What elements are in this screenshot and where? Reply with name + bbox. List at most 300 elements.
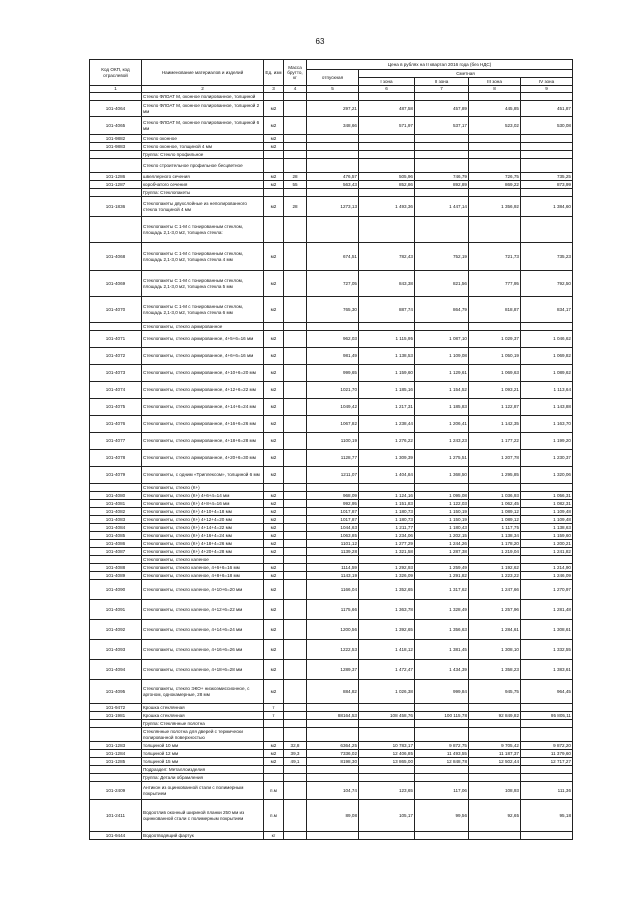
empty-cell (359, 720, 415, 728)
code-cell: 101-4082 (90, 508, 142, 516)
table-row (90, 516, 573, 524)
empty-cell (521, 189, 573, 197)
empty-cell (284, 151, 307, 159)
price-cell: 1 200,21 (521, 540, 573, 548)
mass-cell (284, 117, 307, 135)
price-cell: 1101,12 (307, 540, 359, 548)
price-cell: 1 046,62 (521, 331, 573, 348)
name-cell: Водоотводящий фартук (142, 832, 264, 840)
empty-cell (359, 189, 415, 197)
empty-cell (284, 720, 307, 728)
code-cell: 101-4085 (90, 532, 142, 540)
name-cell: Стеклопакеты, стекло (К+) 4+12+4=20 мм (142, 516, 264, 524)
name-cell: Стеклопакеты, стекло (К+) 4+18+4=26 мм (142, 540, 264, 548)
price-cell: 10 783,17 (359, 742, 415, 750)
price-cell: 999,65 (307, 365, 359, 382)
empty-cell (284, 484, 307, 492)
unit-cell: м2 (264, 450, 284, 467)
price-cell: 12 717,27 (521, 758, 573, 766)
mass-cell (284, 271, 307, 297)
price-cell: 1166,04 (307, 580, 359, 600)
table-row (90, 433, 573, 450)
empty-cell (359, 766, 415, 774)
price-cell: 892,89 (415, 181, 469, 189)
price-cell: 571,97 (359, 117, 415, 135)
table-row (90, 243, 573, 271)
price-cell: 843,38 (359, 271, 415, 297)
mass-cell: 32,8 (284, 742, 307, 750)
code-cell (90, 728, 142, 742)
price-cell: 487,58 (359, 101, 415, 117)
code-cell: 101-4084 (90, 524, 142, 532)
name-cell: Стеклопакеты С 1-М с тонированным стеклом, площадь 2,1-3,0 м2, толщина стекла 6 мм (142, 297, 264, 323)
empty-cell (521, 766, 573, 774)
empty-cell (264, 484, 284, 492)
name-cell: Водоотлив оконный шириной планки 250 мм из оцинкованной стали с полимерным покрытием (142, 800, 264, 832)
empty-cell (264, 728, 284, 742)
name-cell: Стеклопакеты, стекло армированное, 4+6+6=16 мм (142, 348, 264, 365)
group-row (90, 774, 573, 782)
price-cell: 1 029,37 (469, 331, 521, 348)
price-cell (415, 217, 469, 243)
table-row (90, 800, 573, 832)
price-cell: 792,50 (521, 271, 573, 297)
empty-cell (415, 766, 469, 774)
price-cell: 1 291,82 (415, 572, 469, 580)
price-cell: 1 243,23 (415, 433, 469, 450)
unit-cell: п.м (264, 782, 284, 800)
empty-cell (284, 159, 307, 173)
code-cell: 101-4086 (90, 540, 142, 548)
table-row (90, 399, 573, 416)
name-cell: Стеклопакеты, стекло (К+) 4+20+4=28 мм (142, 548, 264, 556)
empty-cell (359, 323, 415, 331)
code-cell (90, 189, 142, 197)
group-row (90, 159, 573, 173)
price-cell: 12 406,85 (359, 750, 415, 758)
price-cell: 782,43 (359, 243, 415, 271)
price-cell: 818,87 (469, 297, 521, 323)
price-cell: 852,86 (359, 181, 415, 189)
empty-cell (307, 720, 359, 728)
price-cell: 1 207,78 (469, 450, 521, 467)
code-cell: 101-1286 (90, 173, 142, 181)
price-cell: 834,17 (521, 297, 573, 323)
code-cell: 101-1287 (90, 181, 142, 189)
price-cell: 1 434,39 (415, 660, 469, 680)
mass-cell (284, 524, 307, 532)
price-cell: 108 458,76 (359, 712, 415, 720)
price-cell (521, 217, 573, 243)
price-cell: 968,09 (307, 492, 359, 500)
col-header-mass: Масса брутто, кг (284, 60, 307, 86)
unit-cell: м2 (264, 680, 284, 704)
price-cell: 727,05 (307, 271, 359, 297)
price-cell: 95 805,11 (521, 712, 573, 720)
price-cell: 1 087,10 (415, 331, 469, 348)
price-cell: 12 848,78 (415, 758, 469, 766)
price-cell: 1 142,35 (469, 416, 521, 433)
name-cell: Стеклопакеты, с одним «Триплексом», толщиной 6 мм (142, 467, 264, 484)
table-row (90, 331, 573, 348)
empty-cell (264, 556, 284, 564)
price-cell (521, 704, 573, 712)
price-table (89, 59, 573, 840)
empty-cell (359, 774, 415, 782)
empty-cell (415, 151, 469, 159)
code-cell: 101-1283 (90, 742, 142, 750)
table-row (90, 564, 573, 572)
table-row (90, 680, 573, 704)
table-row (90, 548, 573, 556)
price-cell: 1 257,96 (469, 600, 521, 620)
table-row (90, 640, 573, 660)
price-cell: 962,03 (307, 331, 359, 348)
col-number: 3 (264, 86, 284, 93)
price-cell: 1 093,21 (469, 382, 521, 399)
price-cell (415, 143, 469, 151)
group-row (90, 484, 573, 492)
name-cell: толщиной 10 мм (142, 742, 264, 750)
empty-cell (284, 556, 307, 564)
mass-cell (284, 101, 307, 117)
price-cell: 9 872,20 (521, 742, 573, 750)
unit-cell: м2 (264, 540, 284, 548)
price-cell: 1175,66 (307, 600, 359, 620)
empty-cell (284, 774, 307, 782)
price-cell: 1 277,29 (359, 540, 415, 548)
col-number: 1 (90, 86, 142, 93)
unit-cell: м2 (264, 173, 284, 181)
name-cell: Стеклопакеты, стекло армированное, 4+18+6=28 мм (142, 433, 264, 450)
group-title: Стеклопакеты, стекло каленое (142, 556, 264, 564)
price-cell: 1114,59 (307, 564, 359, 572)
group-row (90, 151, 573, 159)
table-row (90, 782, 573, 800)
table-row (90, 173, 573, 181)
page-number: 63 (315, 37, 325, 46)
table-row (90, 524, 573, 532)
price-cell (359, 832, 415, 840)
group-row (90, 720, 573, 728)
price-cell: 457,89 (415, 101, 469, 117)
table-row (90, 348, 573, 365)
price-cell (307, 135, 359, 143)
price-cell: 1 447,14 (415, 197, 469, 217)
price-cell: 1 292,93 (359, 564, 415, 572)
empty-cell (469, 323, 521, 331)
col-number: 7 (415, 86, 469, 93)
group-title: Стекло строительное профильное бесцветное (142, 159, 264, 173)
code-cell: 101-4088 (90, 564, 142, 572)
code-cell: 101-1285 (90, 758, 142, 766)
empty-cell (284, 766, 307, 774)
price-cell: 992,95 (307, 500, 359, 508)
code-cell (90, 774, 142, 782)
price-cell: 1 180,73 (359, 516, 415, 524)
code-cell: 101-9883 (90, 143, 142, 151)
price-cell: 1 472,47 (359, 660, 415, 680)
empty-cell (284, 189, 307, 197)
group-row (90, 556, 573, 564)
price-cell: 88164,53 (307, 712, 359, 720)
empty-cell (521, 774, 573, 782)
price-cell: 1017,87 (307, 508, 359, 516)
col-header-zone-1: I зона (359, 78, 415, 86)
price-cell: 1 124,16 (359, 492, 415, 500)
empty-cell (307, 323, 359, 331)
unit-cell: м2 (264, 492, 284, 500)
price-cell: 1 404,84 (359, 467, 415, 484)
code-cell: 101-4077 (90, 433, 142, 450)
price-cell: 1 089,12 (469, 516, 521, 524)
name-cell: Стеклопакеты, стекло (К+) 4+10+4=18 мм (142, 508, 264, 516)
name-cell: Стеклопакеты, стекло каленое, 4+6+6=16 мм (142, 564, 264, 572)
code-cell: 101-4081 (90, 500, 142, 508)
mass-cell (284, 580, 307, 600)
name-cell: Крошка стеклянная (142, 712, 264, 720)
code-cell: 101-4070 (90, 297, 142, 323)
price-cell: 1 154,52 (415, 382, 469, 399)
code-cell: 101-9444 (90, 832, 142, 840)
price-cell: 1 328,49 (415, 600, 469, 620)
code-cell: 101-4079 (90, 467, 142, 484)
unit-cell: м2 (264, 433, 284, 450)
price-cell: 1 180,43 (415, 524, 469, 532)
table-row (90, 580, 573, 600)
price-cell (359, 704, 415, 712)
price-cell: 1 332,55 (521, 640, 573, 660)
price-cell: 537,17 (415, 117, 469, 135)
mass-cell (284, 143, 307, 151)
mass-cell: 55 (284, 181, 307, 189)
code-cell: 101-4073 (90, 365, 142, 382)
empty-cell (415, 728, 469, 742)
code-cell: 101-4094 (90, 660, 142, 680)
price-cell: 1 356,63 (415, 620, 469, 640)
unit-cell: п.м (264, 800, 284, 832)
name-cell: Стеклопакеты, стекло каленое, 4+8+6=18 мм (142, 572, 264, 580)
price-cell: 1 234,06 (359, 532, 415, 540)
price-cell: 1 206,41 (415, 416, 469, 433)
price-cell: 12 502,44 (469, 758, 521, 766)
col-number: 8 (469, 86, 521, 93)
name-cell: Стеклопакеты, стекло каленое, 4+12+6=22 мм (142, 600, 264, 620)
price-cell: 1 223,22 (469, 572, 521, 580)
price-cell: 111,36 (521, 782, 573, 800)
price-cell: 1 493,36 (359, 197, 415, 217)
mass-cell (284, 712, 307, 720)
unit-cell: м2 (264, 243, 284, 271)
name-cell: Стеклопакеты, стекло (К+) 4+8+4=16 мм (142, 500, 264, 508)
table-row (90, 297, 573, 323)
group-title: Подраздел: Металлоизделия (142, 766, 264, 774)
name-cell: Стеклопакеты, стекло армированное, 4+10+6=20 мм (142, 365, 264, 382)
group-title: Группа: Стекло профильное (142, 151, 264, 159)
price-cell: 1 192,62 (469, 564, 521, 572)
group-row (90, 93, 573, 101)
name-cell: Стеклопакеты, стекло каленое, 4+16+6=26 мм (142, 640, 264, 660)
price-cell: 1 281,48 (521, 600, 573, 620)
price-cell: 735,23 (521, 243, 573, 271)
empty-cell (264, 323, 284, 331)
price-cell: 6364,25 (307, 742, 359, 750)
code-cell: 101-1284 (90, 750, 142, 758)
name-cell: Стеклопакеты, стекло каленое, 4+18+6=28 мм (142, 660, 264, 680)
name-cell: Стекло ФЛОАТ М, оконное полированное, толщиной 2 мм (142, 101, 264, 117)
price-cell: 1 089,62 (521, 365, 573, 382)
price-cell: 1 259,49 (415, 564, 469, 572)
price-cell: 1 117,75 (469, 524, 521, 532)
col-header-unit: Ед. изм (264, 60, 284, 86)
price-cell: 530,08 (521, 117, 573, 135)
price-cell: 765,30 (307, 297, 359, 323)
code-cell (90, 766, 142, 774)
code-cell (90, 151, 142, 159)
empty-cell (359, 728, 415, 742)
empty-cell (307, 766, 359, 774)
price-cell (307, 832, 359, 840)
table-row (90, 742, 573, 750)
table-row (90, 492, 573, 500)
price-cell: 1 109,48 (521, 508, 573, 516)
code-cell: 101-2411 (90, 800, 142, 832)
table-row (90, 143, 573, 151)
mass-cell: 49,1 (284, 758, 307, 766)
price-cell: 1 418,12 (359, 640, 415, 660)
price-cell: 1 159,60 (521, 532, 573, 540)
price-cell (469, 143, 521, 151)
price-cell: 1 363,78 (359, 600, 415, 620)
mass-cell (284, 382, 307, 399)
group-row (90, 189, 573, 197)
price-cell: 1063,85 (307, 532, 359, 540)
col-number: 5 (307, 86, 359, 93)
price-cell: 297,21 (307, 101, 359, 117)
price-cell: 1 036,93 (469, 492, 521, 500)
col-header-zone-2: II зона (415, 78, 469, 86)
price-cell (415, 832, 469, 840)
unit-cell (264, 217, 284, 243)
price-cell: 1289,37 (307, 660, 359, 680)
col-header-name: Наименование материалов и изделий (142, 60, 264, 86)
mass-cell (284, 660, 307, 680)
empty-cell (264, 774, 284, 782)
price-cell: 1 177,22 (469, 433, 521, 450)
table-row (90, 382, 573, 399)
mass-cell (284, 500, 307, 508)
mass-cell (284, 640, 307, 660)
group-title: Стекло ФЛОАТ М, оконное полированное, толщиной (142, 93, 264, 101)
price-cell: 1 202,15 (415, 532, 469, 540)
code-cell: 101-4064 (90, 101, 142, 117)
price-cell: 869,22 (469, 181, 521, 189)
name-cell: Стеклопакеты С 1-М с тонированным стеклом, площадь 2,1-3,0 м2, толщина стекла: (142, 217, 264, 243)
group-title: Группа: Детали обрамления (142, 774, 264, 782)
price-cell: 1 129,61 (415, 365, 469, 382)
empty-cell (307, 556, 359, 564)
price-cell: 1 247,66 (469, 580, 521, 600)
group-title: Группа: Стеклянные полотна (142, 720, 264, 728)
price-cell: 1 159,60 (359, 365, 415, 382)
price-cell: 11 379,60 (521, 750, 573, 758)
price-cell: 1 122,87 (469, 399, 521, 416)
name-cell: Стеклопакеты, стекло армированное, 4+12+6=22 мм (142, 382, 264, 399)
col-header-zone-3: III зона (469, 78, 521, 86)
col-header-price-group: Цена в рублях на II квартал 2016 года (без НДС) (307, 60, 573, 70)
table-row (90, 832, 573, 840)
empty-cell (415, 189, 469, 197)
price-cell: 1 109,08 (415, 348, 469, 365)
price-cell: 887,74 (359, 297, 415, 323)
price-cell: 9 872,75 (415, 742, 469, 750)
table-row (90, 217, 573, 243)
table-row (90, 197, 573, 217)
code-cell (90, 556, 142, 564)
name-cell: коробчатого сечения (142, 181, 264, 189)
price-cell (521, 135, 573, 143)
unit-cell: м2 (264, 516, 284, 524)
empty-cell (415, 159, 469, 173)
price-cell (359, 143, 415, 151)
group-row (90, 728, 573, 742)
price-cell (521, 832, 573, 840)
price-cell: 1 069,63 (469, 365, 521, 382)
price-cell: 1 150,19 (415, 508, 469, 516)
empty-cell (359, 484, 415, 492)
empty-cell (469, 720, 521, 728)
unit-cell: м2 (264, 135, 284, 143)
unit-cell: м2 (264, 524, 284, 532)
empty-cell (264, 151, 284, 159)
code-cell (90, 217, 142, 243)
mass-cell (284, 800, 307, 832)
name-cell: Стеклопакеты двухслойные из неполированного стекла толщиной 4 мм (142, 197, 264, 217)
empty-cell (415, 774, 469, 782)
unit-cell: м2 (264, 297, 284, 323)
unit-cell: м2 (264, 572, 284, 580)
price-cell: 451,87 (521, 101, 573, 117)
price-cell: 1 320,06 (521, 467, 573, 484)
table-row (90, 600, 573, 620)
unit-cell: м2 (264, 467, 284, 484)
price-cell: 92,65 (469, 800, 521, 832)
code-cell: 101-4074 (90, 382, 142, 399)
code-cell: 101-4065 (90, 117, 142, 135)
unit-cell: м2 (264, 620, 284, 640)
table-row (90, 750, 573, 758)
price-cell: 864,79 (415, 297, 469, 323)
price-cell: 11 493,55 (415, 750, 469, 758)
empty-cell (521, 720, 573, 728)
mass-cell (284, 135, 307, 143)
price-cell: 1 368,50 (415, 467, 469, 484)
table-row (90, 660, 573, 680)
code-cell: 101-9882 (90, 135, 142, 143)
name-cell: Стеклопакеты, стекло каленое, 4+14+6=24 мм (142, 620, 264, 640)
empty-cell (264, 93, 284, 101)
mass-cell: 28 (284, 197, 307, 217)
empty-cell (307, 93, 359, 101)
unit-cell: м2 (264, 271, 284, 297)
empty-cell (359, 93, 415, 101)
name-cell: Стеклопакеты, стекло армированное, 4+16+6=26 мм (142, 416, 264, 433)
mass-cell: 39,3 (284, 750, 307, 758)
price-cell: 1 356,92 (469, 197, 521, 217)
empty-cell (521, 556, 573, 564)
price-cell (359, 135, 415, 143)
price-cell: 1 143,88 (521, 399, 573, 416)
